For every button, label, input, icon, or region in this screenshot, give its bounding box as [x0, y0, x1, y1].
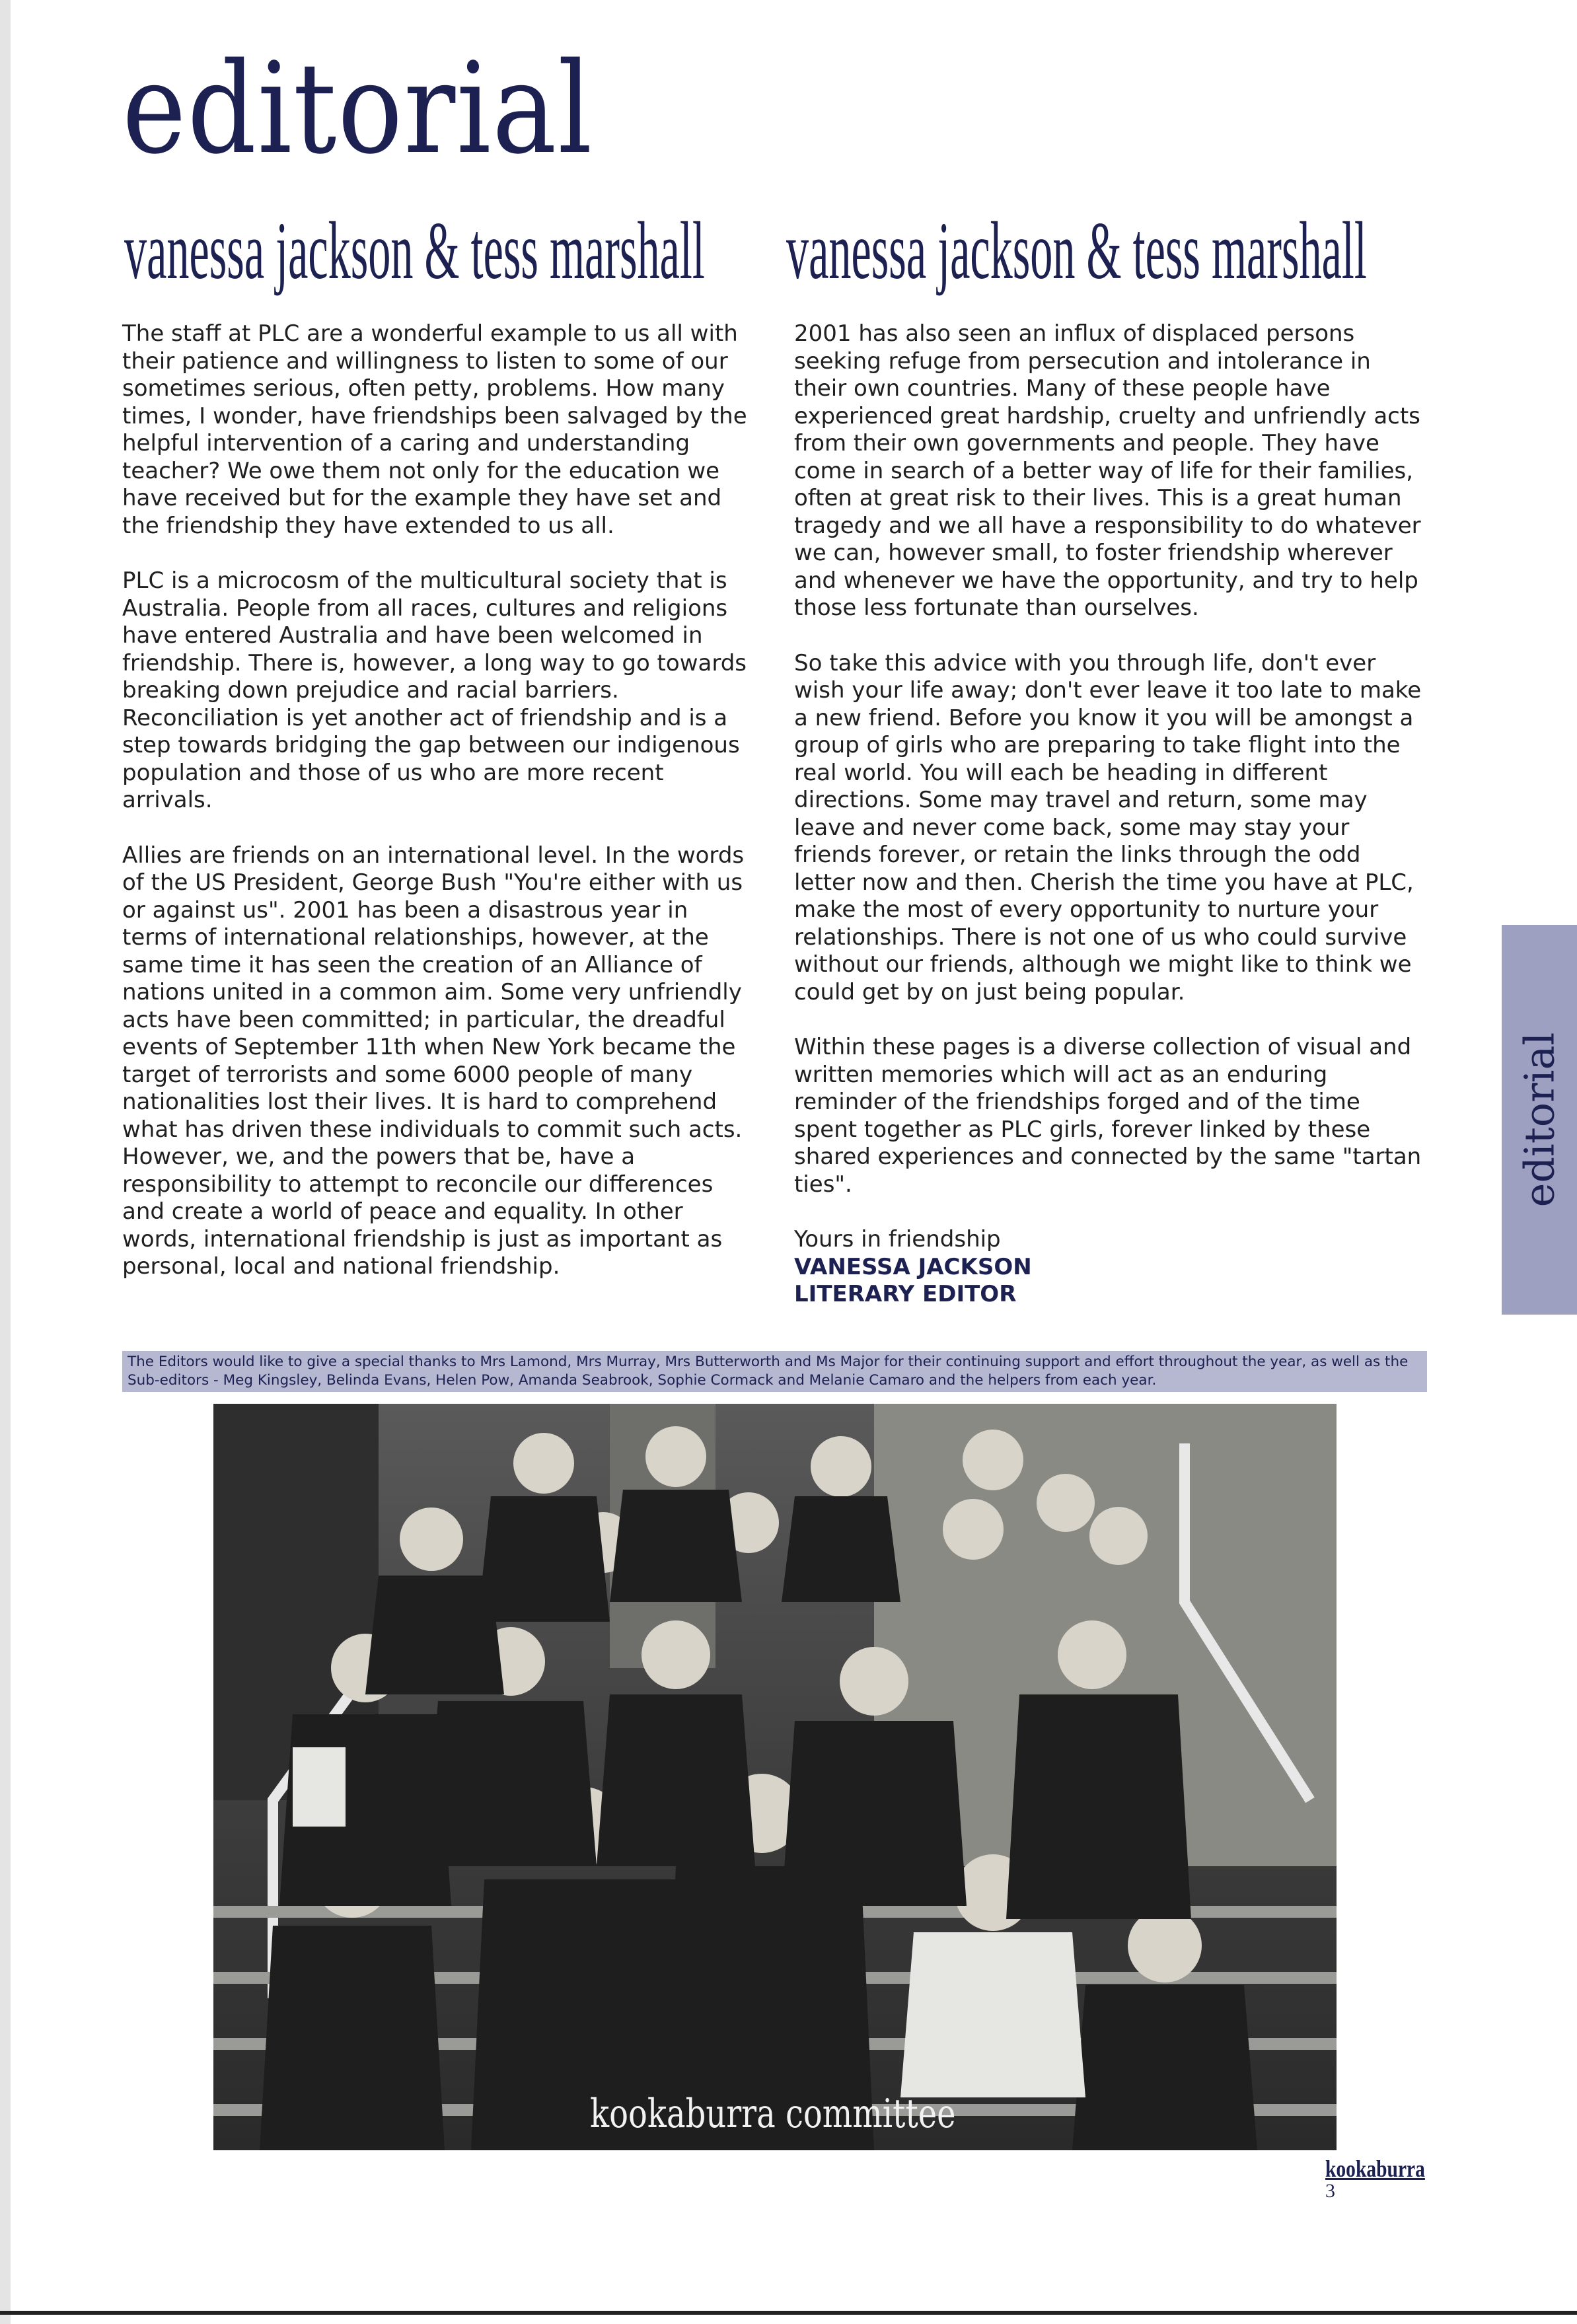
paragraph: PLC is a microcosm of the multicultural society that is Australia. People from all races, cultures and religions have entered Australia and have been welcomed in friendship. There is, however, a long way to go towards breaking down prejudice and racial barriers. Reconciliation is yet another act of friendship and is a step towards bridging the gap between our indigenous population and those of us who are more recent arrivals.: [122, 567, 747, 813]
byline-repeat: vanessa jackson & tess marshall: [786, 205, 1367, 296]
thanks-note: The Editors would like to give a special thanks to Mrs Lamond, Mrs Murray, Mrs Butterworth and Ms Major for their continuing support and effort throughout the year, as well as the Sub-editors - Meg Kingsley, Belinda Evans, Helen Pow, Amanda Seabrook, Sophie Cormack and Melanie Camaro and the helpers from each year.: [122, 1351, 1427, 1392]
page-edge: [0, 0, 11, 2324]
article-column-right: [794, 320, 1428, 1309]
group-photo: [213, 1404, 1337, 2150]
article-column-left: [122, 320, 756, 1309]
signoff: [794, 1226, 1428, 1309]
paragraph: Allies are friends on an international level. In the words of the US President, George Bush "You're either with us or against us". 2001 has been a disastrous year in terms of international relationships, however, at the same time it has seen the creation of an Alliance of nations united in a common aim. Some very unfriendly acts have been committed; in particular, the dreadful events of September 11th when New York became the target of terrorists and some 6000 people of many nationalities lost their lives. It is hard to comprehend what has driven these individuals to commit such acts. However, we, and the powers that be, have a responsibility to attempt to reconcile our differences and create a world of peace and equality. In other words, international friendship is just as important as personal, local and national friendship.: [122, 842, 745, 1280]
signoff-title: LITERARY EDITOR: [794, 1281, 1017, 1307]
group-photo-illustration: [213, 1404, 1337, 2150]
paragraph: So take this advice with you through life, don't ever wish your life away; don't ever leave it too late to make a new friend. Before you know it you will be amongst a group of girls who are preparing to take flight into the real world. You will each be heading in different directions. Some may travel and return, some may leave and never come back, some may stay your friends forever, or retain the links through the odd letter now and then. Cherish the time you have at PLC, make the most of every opportunity to nurture your relationships. There is not one of us who could survive without our friends, although we might like to think we could get by on just being popular.: [794, 649, 1422, 1005]
publication-name: kookaburra: [1325, 2156, 1425, 2182]
paragraph: 2001 has also seen an influx of displaced persons seeking refuge from persecution and intolerance in their own countries. Many of these people have experienced great hardship, cruelty and unfriendly acts from their own governments and people. They have come in search of a better way of life for their families, often at great risk to their lives. This is a great human tragedy and we all have a responsibility to do whatever we can, however small, to foster friendship wherever and whenever we have the opportunity, and try to help those less fortunate than ourselves.: [794, 320, 1421, 621]
page-number: 3: [1325, 2180, 1335, 2202]
byline: vanessa jackson & tess marshall: [124, 205, 705, 296]
paragraph: Within these pages is a diverse collection of visual and written memories which will act as an enduring reminder of the friendships forged and of the time spent together as PLC girls, forever linked by these shared experiences and connected by the same "tartan ties".: [794, 1034, 1422, 1198]
section-tab: [1502, 925, 1577, 1315]
signoff-closing: Yours in friendship: [794, 1226, 1001, 1253]
page-title: editorial: [122, 36, 594, 182]
section-tab-label: editorial: [1515, 1032, 1564, 1208]
paragraph: The staff at PLC are a wonderful example to us all with their patience and willingness to listen to some of our sometimes serious, often petty, problems. How many times, I wonder, have friendships been salvaged by the helpful intervention of a caring and understanding teacher? We owe them not only for the education we have received but for the example they have set and the friendship they have extended to us all.: [122, 320, 747, 539]
photo-caption: kookaburra committee: [590, 2091, 956, 2137]
page-bottom-rule: [0, 2311, 1577, 2315]
signoff-name: VANESSA JACKSON: [794, 1253, 1032, 1280]
